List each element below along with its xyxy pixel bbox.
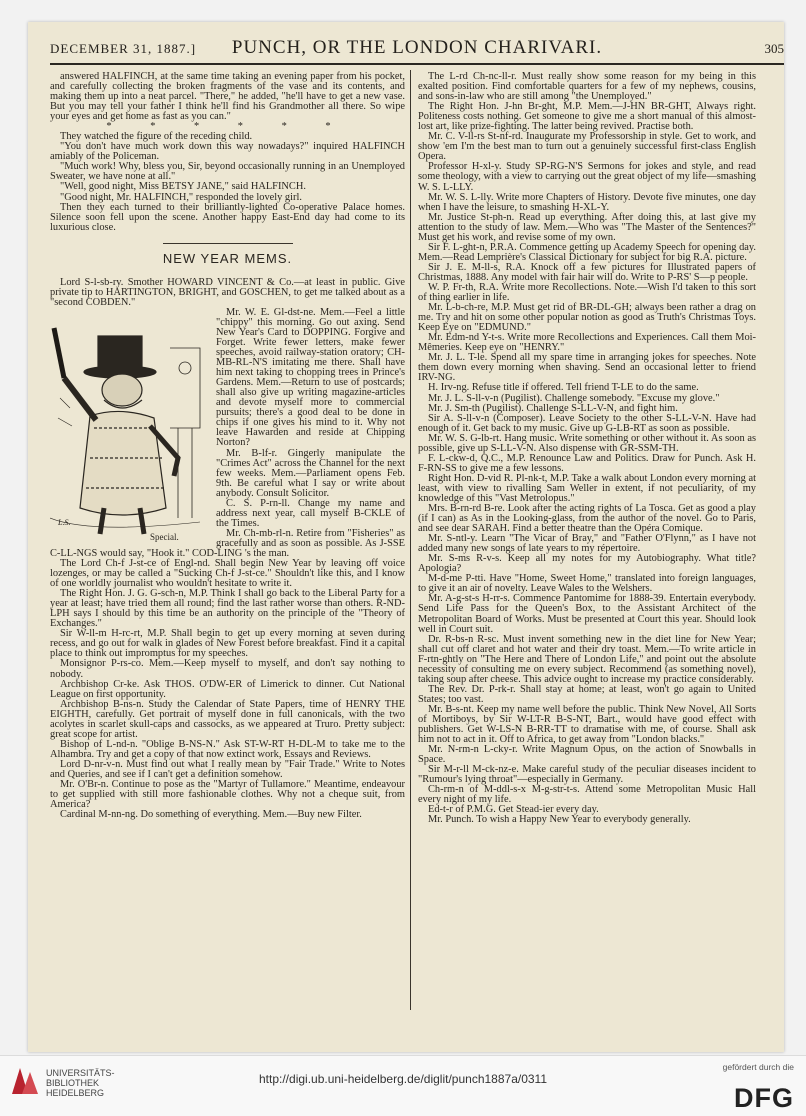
digitization-footer — [0, 1055, 806, 1116]
mem-entry: Professor H-xl-y. Study SP-RG-N'S Sermons for jokes and style, and read some theology, with a view to carrying out the great object of my life—smashing W. S. L-LLY. — [418, 161, 756, 193]
section-stars: * * * * * * — [106, 121, 349, 133]
mem-entry: The Right Hon. J. G. G-sch-n, M.P. Think I shall go back to the Liberal Party for a year at least; have tried them all round; find the last rather worse than others. R-ND-LPH says I should by this time be an authority on the principle of the "Theory of Exchanges." — [50, 588, 405, 630]
mem-entry: M-d-me P-tti. Have "Home, Sweet Home," translated into foreign languages, to give it an air of novelty. Leave Wales to the Welshers. — [418, 573, 756, 595]
library-name-line: HEIDELBERG — [46, 1088, 105, 1098]
mem-entry: Archbishop B-ns-n. Study the Calendar of State Papers, time of HENRY THE EIGHTH, carefully. Get portrait of myself done in full canonicals, with the two acolytes in scarlet skull-caps and cassocks, as we appeared at Truro. Pretty subject: great scope for artist. — [50, 698, 405, 740]
right-column — [418, 72, 756, 826]
mem-entry: Cardinal M-nn-ng. Do something of everything. Mem.—Buy new Filter. — [60, 809, 362, 821]
mem-entry: W. P. Fr-th, R.A. Write more Recollections. Note.—Wish I'd taken to this sort of thing earlier in life. — [418, 281, 756, 304]
mem-entry: Mr. Edm-nd Y-t-s. Write more Recollections and Experiences. Call them Moi-Mêmeries. Keep eye on "HENRY." — [418, 332, 756, 354]
mem-entry: Sir J. E. M-ll-s, R.A. Knock off a few pictures for Illustrated papers of Christmas, 1888. Any model with fair hair will do. Write to P-RS' S—p people. — [418, 261, 756, 283]
mem-entry: Mr. J. L. S-ll-v-n (Pugilist). Challenge somebody. "Excuse my glove." — [428, 392, 720, 404]
library-name-line: UNIVERSITÄTS- — [46, 1068, 115, 1078]
mem-entry: Archbishop Cr-ke. Ask THOS. O'DW-ER of Limerick to dinner. Cut National League on first opportunity. — [50, 678, 405, 700]
mem-entry: Dr. R-bs-n R-sc. Must invent something new in the diet line for New Year; shall cut off claret and hot water and their dry toast. Mem.—To write article in F-rtn-ghtly on "The Here and There of London Life," and point out the absolute necessity of consulting me on every subject. Recommend (as something novel), taking soup after cheese. This advice ought to increase my practice considerably. — [418, 633, 756, 685]
column-divider — [410, 70, 411, 1010]
funding-note: gefördert durch die — [722, 1062, 794, 1072]
section-rule — [163, 243, 293, 244]
story-conclusion-after-stars — [50, 132, 405, 232]
mem-entry: Mr. J. L. T-le. Spend all my spare time in arranging jokes for speeches. Note them down every morning when shaving. Send an occasional letter to friend IRV-NG. — [418, 352, 756, 384]
mem-entry: C. S. P-rn-ll. Change my name and address next year, call myself B-CKLE of the Times. — [216, 497, 405, 529]
mems-list-left — [50, 278, 405, 821]
mems-list-right — [418, 72, 756, 826]
cartoon-caption: Special. — [150, 531, 179, 542]
mem-entry: Lord D-nr-v-n. Must find out what I really mean by "Fair Trade." Write to Notes and Queries, and see if I can't get a definition somehow. — [50, 758, 405, 780]
mem-entry: Mr. B-lf-r. Gingerly manipulate the "Crimes Act" across the Channel for the next few weeks. Mem.—Parliament opens Feb. 9th. Be careful what I say or write about anybody. Consult Solicitor. — [216, 447, 405, 499]
cartoon-figure-drawing — [50, 308, 210, 540]
story-paragraph: Then they each turned to their brilliantly-lighted Co-operative Palace homes. Silence soon fell upon the scene. Another happy East-End day had come to its luxurious close. — [50, 201, 405, 233]
mem-entry: The Lord Ch-f J-st-ce of Engl-nd. Shall begin New Year by leaving off voice lozenges, or may be called a "Sucking Ch-f J-st-ce." Shouldn't like this, and I know of one worldly journalist who wouldn't hesitate to write it. — [50, 558, 405, 590]
page-header — [50, 37, 784, 65]
source-url-link[interactable]: http://digi.ub.uni-heidelberg.de/diglit/punch1887a/0311 — [259, 1072, 547, 1086]
left-column — [50, 72, 405, 820]
story-paragraph: "Good night, Mr. HALFINCH," responded the lovely girl. — [60, 191, 302, 203]
mem-entry: The L-rd Ch-nc-ll-r. Must really show some reason for my being in this exalted position. Find comfortable quarters for a few of my nephews, cousins, and sons-in-law who are still among "the Unemployed." — [418, 71, 756, 103]
mem-entry: Mr. J. Sm-th (Pugilist). Challenge S-LL-V-N, and fight him. — [428, 402, 678, 414]
mem-entry: Bishop of L-nd-n. "Oblige B-NS-N." Ask ST-W-RT H-DL-M to take me to the Alhambra. Try and get a copy of that now extinct work, Essays and Reviews. — [50, 738, 405, 760]
story-paragraph: answered HALFINCH, at the same time taking an evening paper from his pocket, and carefully collecting the broken fragments of the vase and its contents, and making them up into a neat parcel. "There," he added, "he'll have to get a new vase. But you may tell your father I think he'll find his Grandmother all there. So wipe your eyes and get home as fast as you can." — [50, 71, 405, 123]
mem-entry: The Rev. Dr. P-rk-r. Shall stay at home; at least, won't go again to United States; too vast. — [418, 683, 756, 705]
mem-entry: Ed-t-r of P.M.G. Get Stead-ier every day. — [428, 804, 599, 816]
mem-entry: Mr. O'Br-n. Continue to pose as the "Martyr of Tullamore." Meantime, endeavour to get supplied with still more fashionable clothes. Why not a cheque suit, from America? — [50, 779, 405, 811]
cartoon-illustration — [50, 308, 210, 540]
mem-entry: H. Irv-ng. Refuse title if offered. Tell friend T-LE to do the same. — [428, 382, 699, 394]
mem-entry: Mr. Ch-mb-rl-n. Retire from "Fisheries" as gracefully and as soon as possible. As J-SSE C-LL-NGS would say, "Hook it." COD-LING 's the man. — [50, 527, 405, 559]
mem-entry: Mr. W. S. L-lly. Write more Chapters of History. Devote five minutes, one day when I have the leisure, to smashing H-XL-Y. — [418, 191, 756, 213]
mem-entry: Mr. L-b-ch-re, M.P. Must get rid of BR-DL-GH; always been rather a drag on me. Try and hit on some other popular notion as good as Truth's Christmas Toys. Keep Eye on "EDMUND." — [418, 302, 756, 334]
story-paragraph: "You don't have much work down this way nowadays?" inquired HALFINCH amiably of the Policeman. — [50, 141, 405, 163]
story-paragraph: "Much work! Why, bless you, Sir, beyond occasionally running in an Unemployed Sweater, we have none at all." — [50, 161, 405, 183]
mem-entry: Monsignor P-rs-co. Mem.—Keep myself to myself, and don't say nothing to nobody. — [50, 658, 405, 680]
story-conclusion — [50, 72, 405, 122]
mem-entry: Right Hon. D-vid R. Pl-nk-t, M.P. Take a walk about London every morning at least, with view to rivalling Sam Weller in extent, if not peculiarity, of my knowledge of this "Vast Metrolopus." — [418, 472, 756, 504]
mem-entry: Mr. W. S. G-lb-rt. Hang music. Write something or other without it. As soon as possible, give up S-LL-V-N. Also dispense with GR-SSM-TH. — [418, 432, 756, 454]
section-title: NEW YEAR MEMS. — [162, 250, 293, 266]
publication-title: PUNCH, OR THE LONDON CHARIVARI. — [231, 37, 603, 58]
mem-entry: Mr. B-s-nt. Keep my name well before the public. Think New Novel, All Sorts of Mortiboys, by Sir W-LT-R B-S-NT, Bart., would have good effect with publishers. Get W-LS-N B-RR-TT to dramatise with me, of course. Shall ask him not to act in it. Off to Africa, to get away from "London blacks." — [418, 703, 756, 746]
story-paragraph: They watched the figure of the receding child. — [60, 131, 253, 143]
mem-entry: Mr. S-ms R-v-s. Keep all my notes for my Autobiography. What title? Apologia? — [418, 553, 756, 575]
mem-entry: Mrs. B-rn-rd B-re. Look after the acting rights of La Tosca. Get as good a play (if I can) as As in the Looking-glass, from the author of the novel. Go to Paris, and see dear SARAH. Find a better theatre than the Opéra Comique. — [418, 503, 756, 535]
mem-entry: Sir M-r-ll M-ck-nz-e. Make careful study of the peculiar diseases incident to "Rumour's lying throat"—especially in Germany. — [418, 764, 756, 786]
mem-entry: Sir F. L-ght-n, P.R.A. Commence getting up Academy Speech for opening day. Mem.—Read Lemprière's Classical Dictionary for subject for big R.A. picture. — [418, 241, 756, 263]
mem-entry: Sir A. S-ll-v-n (Composer). Leave Society to the other S-LL-V-N. Have had enough of it. Get back to my music. Give up G-LB-RT as soon as possible. — [418, 412, 756, 434]
page-number: 305 — [764, 41, 784, 56]
issue-date: DECEMBER 31, 1887.] — [50, 41, 197, 56]
mem-entry: Lord S-l-sb-ry. Smother HOWARD VINCENT & Co.—at least in public. Give private tip to HARTINGTON, BRIGHT, and GOSCHEN, to get me talked about as a "second COBDEN." — [50, 276, 405, 308]
mem-entry: Mr. W. E. Gl-dst-ne. Mem.—Feel a little "chippy" this morning. Go out axing. Send New Year's Card to DOPPING. Forgive and Forget. Write fewer letters, make fewer speeches, avoid railway-station oratory; CH-MB-RL-N'S imitating me there. Shall have him next taking to chopping trees in Prince's Gardens. Mem.—Return to use of postcards; shall also give up writing magazine-articles and devote myself more to commercial pursuits; there's a good deal to be done in chips if one gives his mind to it. Why not leave Hawarden and reside at Chipping Norton? — [216, 306, 405, 449]
mem-entry: Ch-rm-n of M-ddl-s-x M-g-str-t-s. Attend some Metropolitan Music Hall every night of my life. — [418, 784, 756, 806]
artist-signature: L.S. — [58, 517, 71, 527]
story-paragraph: "Well, good night, Miss BETSY JANE," said HALFINCH. — [60, 181, 306, 193]
mem-entry: Mr. Justice St-ph-n. Read up everything. After doing this, at last give my attention to the study of law. Mem.—Who was "The Master of the Sentences?" Must get his work, and revise some of my own. — [418, 211, 756, 243]
library-name-line: BIBLIOTHEK — [46, 1078, 100, 1088]
mem-entry: Mr. C. V-ll-rs St-nf-rd. Inaugurate my Professorship in style. Get to work, and show 'em I'm the best man to turn out a genuinely successful first-class English Opera. — [418, 131, 756, 163]
dfg-logo: DFG — [734, 1083, 794, 1113]
mem-entry: Mr. N-rm-n L-cky-r. Write Magnum Opus, on the action of Snowballs in Space. — [418, 744, 756, 766]
mem-entry: F. L-ckw-d, Q.C., M.P. Renounce Law and Politics. Draw for Punch. Ask H. F-RN-SS to give me a few lessons. — [418, 452, 756, 474]
mem-entry: The Right Hon. J-hn Br-ght, M.P. Mem.—J-HN BR-GHT, Always right. Politeness costs nothing. Get someone to give me a short manual of this almost-lost art, like prize-fighting. The latter being revived. Practise both. — [418, 101, 756, 133]
mem-entry: Mr. S-ntl-y. Learn "The Vicar of Bray," and "Father O'Flynn," as I have not added many new songs of late years to my répertoire. — [418, 533, 756, 555]
mem-entry: Mr. A-g-st-s H-rr-s. Commence Pantomime for 1888-39. Entertain everybody. Send Life Pass for the Queen's Box, to the Assistant Architect of the Metropolitan Board of Works. Must be presented at Court this year. Should look well in Court suit. — [418, 593, 756, 635]
mem-entry: Sir W-ll-m H-rc-rt, M.P. Shall begin to get up every morning at seven during recess, and go out for walk in glades of New Forest before breakfast. Find it a capital place to think out impromptus for my speeches. — [50, 628, 405, 660]
mem-entry: Mr. Punch. To wish a Happy New Year to everybody generally. — [428, 814, 691, 826]
